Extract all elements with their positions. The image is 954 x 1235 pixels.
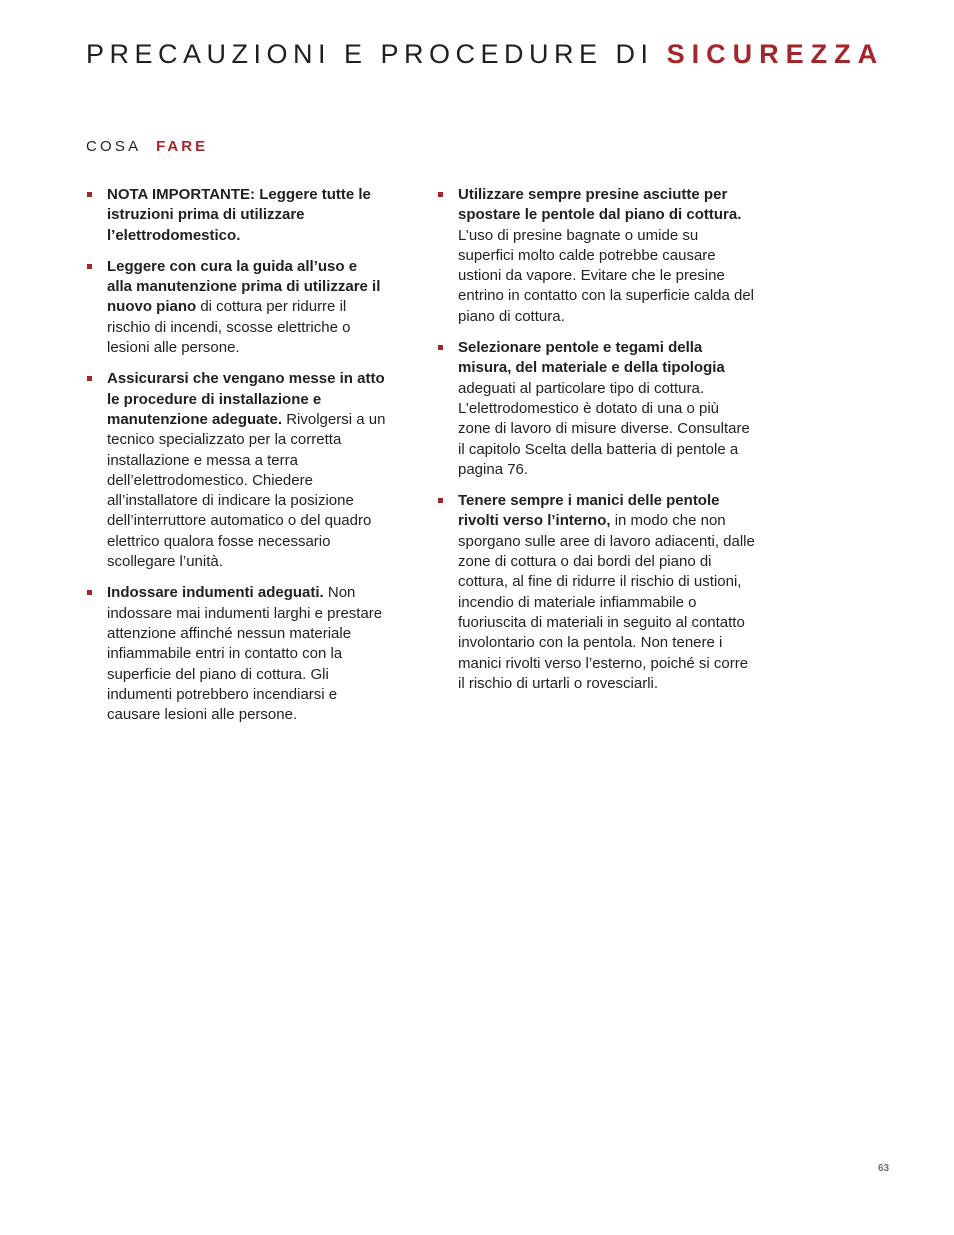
item-text: adeguati al particolare tipo di cottura. L’elettrodomestico è dotato di una o più zone di lavoro di misure diverse. Consultare il capitolo Scelta della batteria di pentole a pagina 76.	[458, 379, 750, 478]
item-bold-text: Utilizzare sempre presine asciutte per spostare le pentole dal piano di cottura.	[458, 186, 742, 224]
item-text: di cottura per ridurre il rischio di incendi, scosse elettriche o lesioni alle persone.	[107, 298, 351, 357]
item-text: in modo che non sporgano sulle aree di lavoro adiacenti, dalle zone di cottura o dai bordi del piano di cottura, al fine di ridurre il rischio di ustioni, incendio di materiale infiammabile o fuoriuscita di materiali in seguito al contatto involontario con la pentola. Non tenere i manici rivolti verso l’esterno, poiché si corre il rischio di urtarli o rovesciarli.	[458, 512, 755, 692]
bullet-square-icon	[438, 345, 443, 350]
item-bold-text: Indossare indumenti adeguati.	[107, 584, 324, 602]
bullet-square-icon	[87, 590, 92, 595]
list-item	[437, 338, 755, 480]
bullet-square-icon	[87, 192, 92, 197]
list-item	[437, 491, 755, 694]
item-text: L’uso di presine bagnate o umide su superfici molto calde potrebbe causare ustioni da vapore. Evitare che le presine entrino in contatto con la superficie calda del piano di cottura.	[458, 226, 755, 325]
bullet-square-icon	[438, 498, 443, 503]
list-item	[86, 369, 386, 572]
list-item	[86, 583, 386, 725]
page-number: 63	[878, 1163, 890, 1174]
page-title	[86, 36, 884, 72]
item-bold-text: Selezionare pentole e tegami della misura, del materiale e della tipologia	[458, 339, 725, 377]
item-bold-text: Assicurarsi che vengano messe in atto le procedure di installazione e manutenzione adeguate.	[107, 370, 385, 428]
bullet-square-icon	[87, 376, 92, 381]
section-heading-plain: COSA	[86, 138, 142, 155]
right-column-list	[437, 185, 755, 705]
page-title-accent: SICUREZZA	[666, 39, 885, 69]
section-heading-accent: FARE	[156, 138, 209, 155]
page-title-plain: PRECAUZIONI E PROCEDURE DI	[86, 39, 654, 69]
left-column-list	[86, 185, 386, 736]
bullet-square-icon	[438, 192, 443, 197]
item-text: Non indossare mai indumenti larghi e prestare attenzione affinché nessun materiale infiammabile entri in contatto con la superficie del piano di cottura. Gli indumenti potrebbero incendiarsi e causare lesioni alle persone.	[107, 584, 383, 724]
list-item	[86, 257, 386, 358]
section-heading	[86, 137, 208, 157]
list-item	[437, 185, 755, 327]
item-bold-text: NOTA IMPORTANTE: Leggere tutte le istruzioni prima di utilizzare l’elettrodomestico.	[107, 186, 371, 244]
item-bold-text: Tenere sempre i manici delle pentole rivolti verso l’interno,	[458, 492, 720, 530]
bullet-square-icon	[87, 264, 92, 269]
item-bold-text: Leggere con cura la guida all’uso e alla manutenzione prima di utilizzare il nuovo piano	[107, 257, 381, 316]
list-item	[86, 185, 386, 246]
item-text: Rivolgersi a un tecnico specializzato per la corretta installazione e messa a terra dell’elettrodomestico. Chiedere all’installatore di indicare la posizione dell’interruttore automatico o del quadro elettrico qualora fosse necessario scollegare l’unità.	[107, 410, 386, 571]
